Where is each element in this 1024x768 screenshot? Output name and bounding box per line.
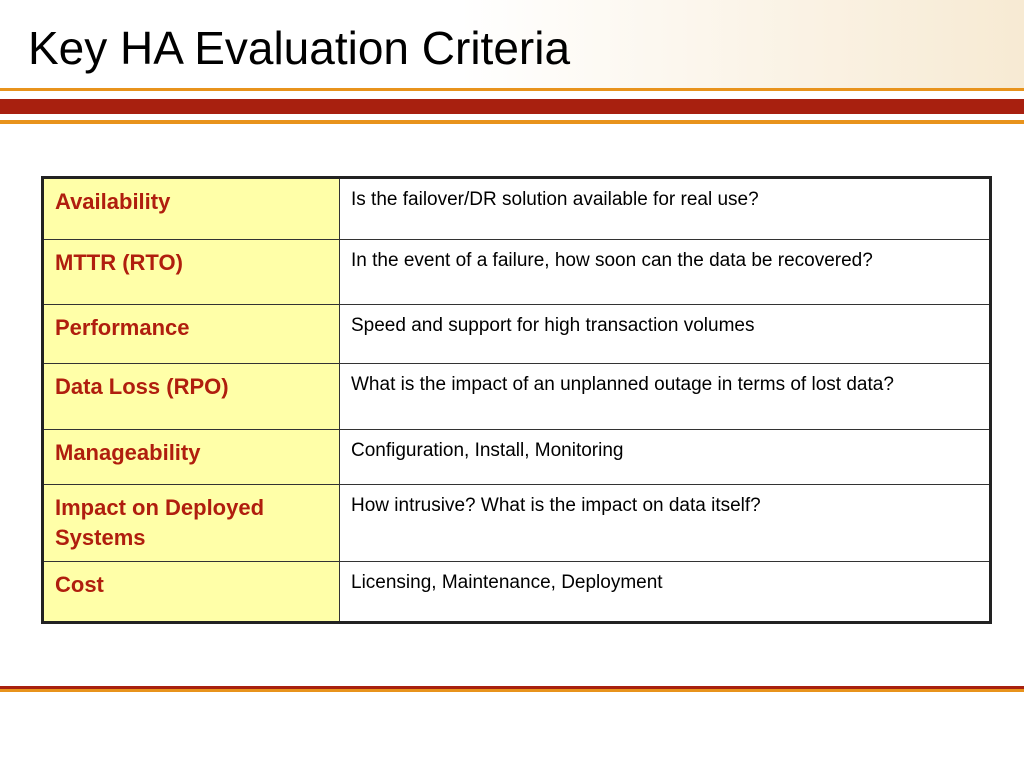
table-row [43,240,991,305]
header-rule-thin-bottom [0,120,1024,124]
description-cell: Speed and support for high transaction volumes [340,305,991,364]
table-row [43,430,991,485]
criterion-cell: Cost [43,562,340,623]
criterion-cell: Data Loss (RPO) [43,364,340,430]
table-row [43,485,991,562]
criterion-cell: Availability [43,178,340,240]
description-cell: How intrusive? What is the impact on data itself? [340,485,991,562]
description-cell: Licensing, Maintenance, Deployment [340,562,991,623]
description-cell: In the event of a failure, how soon can the data be recovered? [340,240,991,305]
description-cell: Configuration, Install, Monitoring [340,430,991,485]
table-row [43,178,991,240]
criterion-cell: Impact on Deployed Systems [43,485,340,562]
header-rule-thick [0,99,1024,114]
criteria-table [41,176,992,624]
slide-header [0,0,1024,88]
criterion-cell: Performance [43,305,340,364]
description-cell: Is the failover/DR solution available for real use? [340,178,991,240]
table-row [43,305,991,364]
table-row [43,562,991,623]
criterion-cell: MTTR (RTO) [43,240,340,305]
criterion-cell: Manageability [43,430,340,485]
header-rule-thin-top [0,88,1024,91]
slide-title: Key HA Evaluation Criteria [28,22,571,74]
footer-rule-light [0,689,1024,692]
description-cell: What is the impact of an unplanned outage in terms of lost data? [340,364,991,430]
table-row [43,364,991,430]
